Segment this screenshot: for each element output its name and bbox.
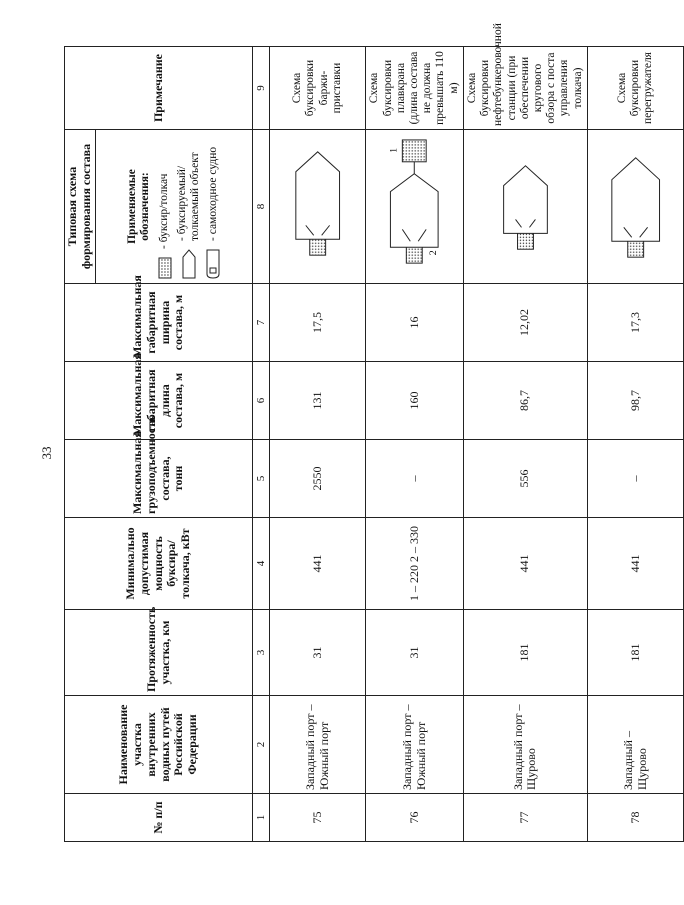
row-max-width: 17,5	[270, 284, 366, 362]
bunkering-station-shape	[504, 166, 548, 234]
rotated-table-wrapper	[64, 23, 655, 842]
row-length: 31	[270, 610, 366, 696]
scheme-76-diagram	[366, 130, 463, 283]
legend-title: Применяемые обозначения:	[125, 169, 151, 244]
scheme-label-2: 2	[428, 250, 440, 256]
row-capacity: –	[587, 440, 683, 518]
row-capacity: 2550	[270, 440, 366, 518]
page-number: 33	[39, 446, 54, 460]
row-max-length: 98,7	[587, 362, 683, 440]
row-note: Схема буксировки плавкрана (длина состава не должна превышать 110 м)	[366, 47, 464, 130]
row-max-length: 131	[270, 362, 366, 440]
header-note: Примечание	[65, 47, 253, 130]
row-power: 441	[270, 518, 366, 610]
row-max-length: 86,7	[463, 362, 587, 440]
scheme-diagram	[270, 130, 366, 284]
row-length: 181	[463, 610, 587, 696]
col-number: 5	[253, 440, 270, 518]
header-max-length: Максимальная габаритная длина состава, м	[65, 362, 253, 440]
row-name: Западный – Щурово	[587, 696, 683, 794]
towing-schemes-table	[64, 23, 684, 842]
header-name: Наименование участка внутренних водных путей Российской Федерации	[65, 696, 253, 794]
row-capacity: 556	[463, 440, 587, 518]
row-max-width: 16	[366, 284, 464, 362]
scheme-diagram	[463, 130, 587, 284]
transshipper-shape	[612, 158, 660, 241]
col-number: 3	[253, 610, 270, 696]
legend-tug	[158, 134, 172, 279]
tug-symbol-icon	[158, 257, 172, 279]
legend-self	[206, 134, 220, 279]
towed-object-icon	[182, 249, 196, 279]
legend-towed	[176, 134, 202, 279]
col-number: 4	[253, 518, 270, 610]
header-scheme	[65, 130, 253, 284]
row-max-length: 160	[366, 362, 464, 440]
row-note: Схема буксировки перегружателя	[587, 47, 683, 130]
row-num: 77	[463, 794, 587, 842]
legend	[96, 130, 252, 283]
scheme-label-1: 1	[388, 147, 400, 153]
header-length: Протяженность участка, км	[65, 610, 253, 696]
header-capacity: Максимальная грузоподъемность состава, тонн	[65, 440, 253, 518]
towing-tug-shape	[403, 140, 427, 162]
table-row	[366, 47, 464, 842]
self-propelled-vessel-icon	[206, 249, 220, 279]
legend-towed-label: - буксируемый/ толкаемый объект	[176, 152, 202, 241]
floating-crane-shape	[391, 174, 439, 248]
table-row	[587, 47, 683, 842]
row-note: Схема буксировки баржи-приставки	[270, 47, 366, 130]
header-num: № п/п	[65, 794, 253, 842]
col-number: 1	[253, 794, 270, 842]
row-name: Западный порт – Южный порт	[366, 696, 464, 794]
col-number: 2	[253, 696, 270, 794]
row-max-width: 12,02	[463, 284, 587, 362]
towed-object-shape	[296, 152, 340, 239]
row-num: 76	[366, 794, 464, 842]
row-power: 441	[587, 518, 683, 610]
scheme-78-diagram	[588, 130, 683, 283]
row-num: 75	[270, 794, 366, 842]
legend-tug-label: - буксир/толкач	[158, 173, 171, 249]
row-note: Схема буксировки нефтебункеровочной станции (при обеспечении кругового обзора с поста управления толкача)	[463, 47, 587, 130]
row-power: 1 – 220 2 – 330	[366, 518, 464, 610]
scheme-diagram	[587, 130, 683, 284]
row-power: 441	[463, 518, 587, 610]
table-row	[270, 47, 366, 842]
scheme-77-diagram	[464, 130, 587, 283]
row-name: Западный порт – Южный порт	[270, 696, 366, 794]
scheme-diagram	[366, 130, 464, 284]
col-number: 6	[253, 362, 270, 440]
row-length: 181	[587, 610, 683, 696]
row-length: 31	[366, 610, 464, 696]
row-capacity: –	[366, 440, 464, 518]
header-power: Минимально допустимая мощность буксира/толкача, кВт	[65, 518, 253, 610]
header-max-width: Максимальная габаритная ширина состава, м	[65, 284, 253, 362]
col-number: 7	[253, 284, 270, 362]
row-name: Западный порт – Щурово	[463, 696, 587, 794]
col-number: 9	[253, 47, 270, 130]
col-number: 8	[253, 130, 270, 284]
table-row	[463, 47, 587, 842]
scheme-75-diagram	[270, 130, 365, 283]
header-scheme-title: Типовая схема формирования состава	[65, 130, 96, 283]
row-max-width: 17,3	[587, 284, 683, 362]
legend-self-label: - самоходное судно	[206, 146, 219, 241]
row-num: 78	[587, 794, 683, 842]
